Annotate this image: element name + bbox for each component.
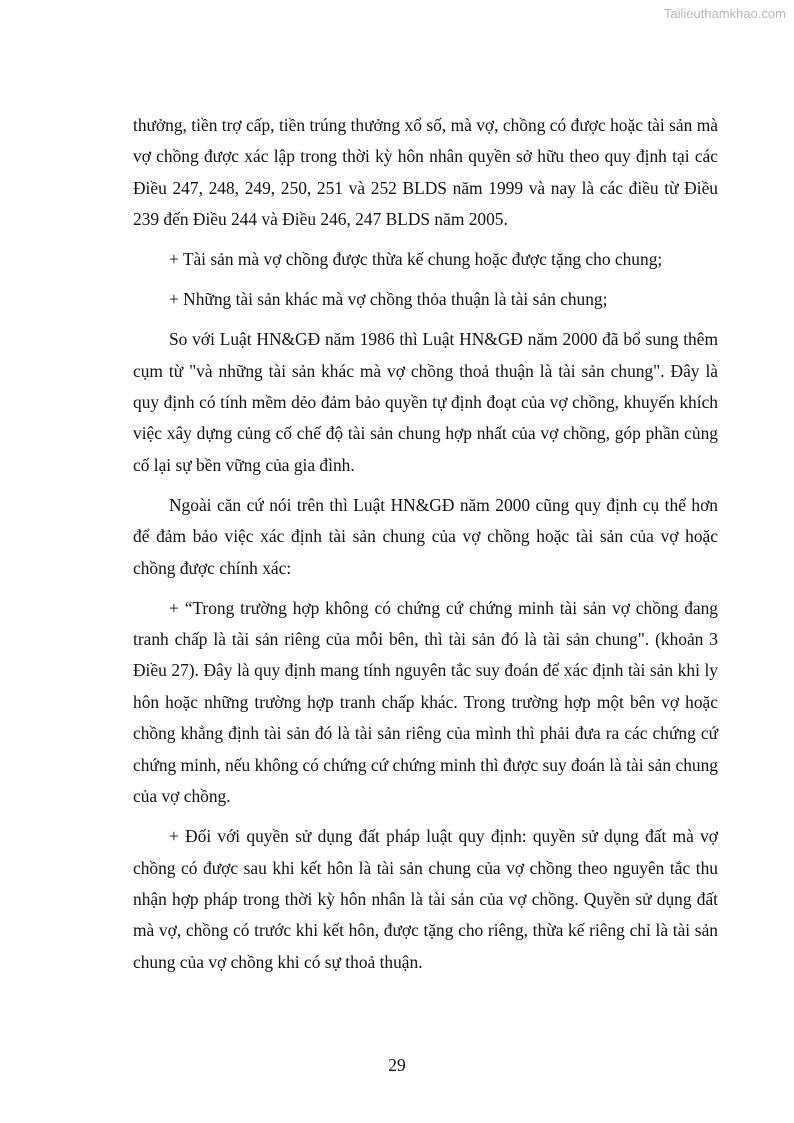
- document-body: [133, 110, 718, 987]
- paragraph-7: + Đối với quyền sử dụng đất pháp luật quy định: quyền sử dụng đất mà vợ chồng có được sau khi kết hôn là tài sản chung của vợ chồng theo nguyên tắc thu nhận hợp pháp trong thời kỳ hôn nhân là tài sản của vợ chồng. Quyền sử dụng đất mà vợ, chồng có trước khi kết hôn, được tặng cho riêng, thừa kế riêng chỉ là tài sản chung của vợ chồng khi có sự thoả thuận.: [133, 826, 718, 972]
- paragraph-1: thưởng, tiền trợ cấp, tiền trúng thưởng xổ số, mà vợ, chồng có được hoặc tài sản mà vợ chồng được xác lập trong thời kỳ hôn nhân quyền sở hữu theo quy định tại các Điều 247, 248, 249, 250, 251 và 252 BLDS năm 1999 và nay là các điều từ Điều 239 đến Điều 244 và Điều 246, 247 BLDS năm 2005.: [133, 115, 718, 230]
- watermark: Tailieuthamkhao.com: [663, 6, 786, 21]
- page-number: 29: [388, 1055, 406, 1075]
- paragraph-3: + Những tài sản khác mà vợ chồng thỏa thuận là tài sản chung;: [169, 289, 608, 310]
- paragraph-5: Ngoài căn cứ nói trên thì Luật HN&GĐ năm 2000 cũng quy định cụ thể hơn để đảm bảo việc xác định tài sản chung của vợ chồng hoặc tài sản của vợ hoặc chồng được chính xác:: [133, 494, 718, 578]
- paragraph-4: So với Luật HN&GĐ năm 1986 thì Luật HN&GĐ năm 2000 đã bổ sung thêm cụm từ "và những tài sản khác mà vợ chồng thoả thuận là tài sản chung". Đây là quy định có tính mềm dẻo đảm bảo quyền tự định đoạt của vợ chồng, khuyến khích việc xây dựng củng cố chế độ tài sản chung hợp nhất của vợ chồng, góp phần củng cố lại sự bền vững của gia đình.: [133, 329, 718, 475]
- paragraph-2: + Tài sản mà vợ chồng được thừa kế chung hoặc được tặng cho chung;: [169, 249, 663, 270]
- paragraph-6: + “Trong trường hợp không có chứng cứ chứng minh tài sản vợ chồng đang tranh chấp là tài sản riêng của mỗi bên, thì tài sản đó là tài sản chung". (khoản 3 Điều 27). Đây là quy định mang tính nguyên tắc suy đoán để xác định tài sản khi ly hôn hoặc những trường hợp tranh chấp khác. Trong trường hợp một bên vợ hoặc chồng khẳng định tài sản đó là tài sản riêng của mình thì phải đưa ra các chứng cứ chứng minh, nếu không có chứng cứ chứng minh thì được suy đoán là tài sản chung của vợ chồng.: [133, 597, 718, 807]
